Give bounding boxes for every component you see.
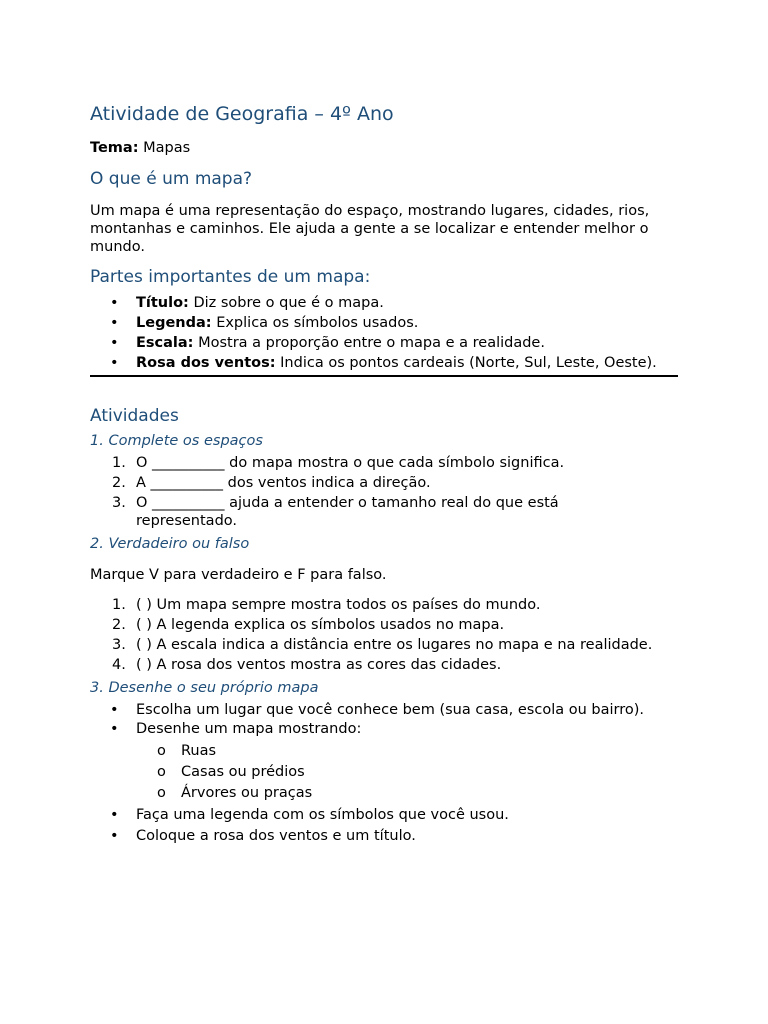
item-text: ( ) A rosa dos ventos mostra as cores das cidades. xyxy=(136,657,502,673)
bullet-icon: • xyxy=(110,702,119,718)
section-heading-map-parts: Partes importantes de um mapa: xyxy=(90,267,371,287)
section-heading-what-is-map: O que é um mapa? xyxy=(90,169,253,189)
list-item xyxy=(90,806,690,824)
item-text: Ruas xyxy=(181,743,217,759)
item-text: A __________ dos ventos indica a direção. xyxy=(136,475,431,491)
part-term: Escala: xyxy=(136,335,194,351)
circle-bullet-icon: o xyxy=(157,764,166,780)
item-number: 2. xyxy=(112,617,126,633)
item-text: Casas ou prédios xyxy=(181,764,305,780)
list-item xyxy=(90,636,690,654)
item-number: 3. xyxy=(112,495,126,511)
document-title: Atividade de Geografia – 4º Ano xyxy=(90,103,394,125)
part-term: Rosa dos ventos: xyxy=(136,355,276,371)
section-paragraph-what-is-map: Um mapa é uma representação do espaço, mostrando lugares, cidades, rios, montanhas e caminhos. Ele ajuda a gente a se localizar e entender melhor o mundo. xyxy=(90,203,650,255)
activity-3-sublist xyxy=(90,742,690,802)
activity-1-list xyxy=(90,454,650,530)
list-item xyxy=(90,827,690,845)
list-item xyxy=(90,616,690,634)
bullet-icon: • xyxy=(110,315,119,331)
part-desc: Mostra a proporção entre o mapa e a realidade. xyxy=(198,335,545,351)
theme-value: Mapas xyxy=(143,140,191,156)
item-text: Desenhe um mapa mostrando: xyxy=(136,721,362,737)
item-number: 2. xyxy=(112,475,126,491)
activity-3-list-continued xyxy=(90,806,690,845)
bullet-icon: • xyxy=(110,295,119,311)
theme-label: Tema: xyxy=(90,140,139,156)
activity-2-heading: 2. Verdadeiro ou falso xyxy=(90,536,250,552)
part-term: Título: xyxy=(136,295,189,311)
part-desc: Diz sobre o que é o mapa. xyxy=(193,295,384,311)
list-item xyxy=(90,494,650,530)
item-number: 1. xyxy=(112,455,126,471)
item-text: ( ) A legenda explica os símbolos usados no mapa. xyxy=(136,617,505,633)
part-desc: Indica os pontos cardeais (Norte, Sul, Leste, Oeste). xyxy=(280,355,657,371)
item-number: 4. xyxy=(112,657,126,673)
part-desc: Explica os símbolos usados. xyxy=(216,315,419,331)
activity-2-instruction: Marque V para verdadeiro e F para falso. xyxy=(90,567,387,583)
list-item xyxy=(90,354,690,372)
list-item xyxy=(90,596,690,614)
sub-list-item xyxy=(90,784,690,802)
item-number: 1. xyxy=(112,597,126,613)
circle-bullet-icon: o xyxy=(157,743,166,759)
sub-list-item xyxy=(90,763,690,781)
item-text: ( ) Um mapa sempre mostra todos os países do mundo. xyxy=(136,597,541,613)
item-number: 3. xyxy=(112,637,126,653)
activity-1-heading: 1. Complete os espaços xyxy=(90,433,263,449)
part-term: Legenda: xyxy=(136,315,212,331)
list-item xyxy=(90,314,690,332)
item-text: Faça uma legenda com os símbolos que você usou. xyxy=(136,807,509,823)
activity-3-list xyxy=(90,701,690,738)
item-text: Escolha um lugar que você conhece bem (sua casa, escola ou bairro). xyxy=(136,702,644,718)
list-item xyxy=(90,454,650,472)
item-text: O __________ do mapa mostra o que cada símbolo significa. xyxy=(136,455,565,471)
bullet-icon: • xyxy=(110,721,119,737)
item-text: Árvores ou praças xyxy=(181,785,313,801)
circle-bullet-icon: o xyxy=(157,785,166,801)
sub-list-item xyxy=(90,742,690,760)
bullet-icon: • xyxy=(110,807,119,823)
activities-heading: Atividades xyxy=(90,406,179,426)
bullet-icon: • xyxy=(110,335,119,351)
activity-2-list xyxy=(90,596,690,674)
list-item xyxy=(90,701,690,719)
list-item xyxy=(90,474,650,492)
item-text: Coloque a rosa dos ventos e um título. xyxy=(136,828,416,844)
item-text: ( ) A escala indica a distância entre os lugares no mapa e na realidade. xyxy=(136,637,653,653)
list-item xyxy=(90,334,690,352)
theme-line xyxy=(90,139,190,157)
bullet-icon: • xyxy=(110,355,119,371)
map-parts-list xyxy=(90,294,690,372)
bullet-icon: • xyxy=(110,828,119,844)
list-item xyxy=(90,720,690,738)
activity-3-heading: 3. Desenhe o seu próprio mapa xyxy=(90,680,319,696)
list-item xyxy=(90,656,690,674)
item-text: O __________ ajuda a entender o tamanho real do que está representado. xyxy=(136,495,559,529)
list-item xyxy=(90,294,690,312)
horizontal-divider xyxy=(90,375,678,377)
